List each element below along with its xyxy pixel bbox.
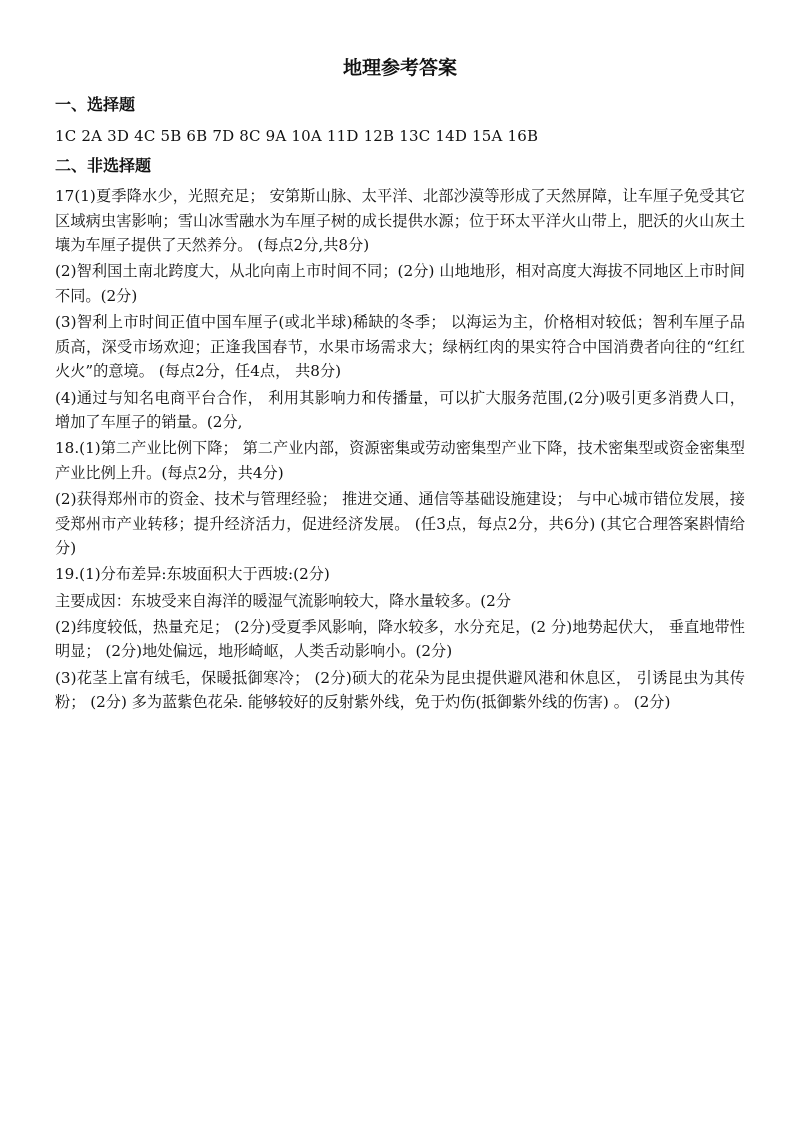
answer-paragraph: (2)纬度较低，热量充足； (2分)受夏季风影响，降水较多，水分充足，(2 分)地势起伏大， 垂直地带性明显； (2分)地处偏远，地形崎岖，人类舌动影响小。(2分) [55,617,745,661]
section-heading-multiple-choice: 一、选择题 [55,95,136,114]
answer-paragraph: 17(1)夏季降水少，光照充足； 安第斯山脉、太平洋、北部沙漠等形成了天然屏障，让车厘子免受其它区域病虫害影响；雪山冰雪融水为车厘子树的成长提供水源；位于环太平洋火山带上，肥沃的火山灰土壤为车厘子提供了天然养分。 (每点2分,共8分) [55,187,745,255]
free-response-answers [55,184,745,715]
answer-paragraph: (3)智利上市时间正值中国车厘子(或北半球)稀缺的冬季； 以海运为主，价格相对较低；智利车厘子品质高，深受市场欢迎；正逢我国春节，水果市场需求大；绿柄红肉的果实符合中国消费者向往的“红红火火”的意境。 (每点2分，任4点， 共8分) [55,313,745,381]
answer-paragraph: 19.(1)分布差异:东坡面积大于西坡:(2分) [55,565,330,584]
answer-paragraph: 主要成因：东坡受来自海洋的暖湿气流影响较大，降水量较多。(2分 [55,591,512,610]
answer-paragraph: (4)通过与知名电商平台合作， 利用其影响力和传播量，可以扩大服务范围,(2分)吸引更多消费人口，增加了车厘子的销量。(2分, [55,388,745,432]
section-heading-free-response: 二、非选择题 [55,156,152,175]
page-title: 地理参考答案 [342,57,457,79]
multiple-choice-answers: 1C 2A 3D 4C 5B 6B 7D 8C 9A 10A 11D 12B 13C 14D 15A 16B [55,127,539,145]
answer-paragraph: (3)花茎上富有绒毛，保暖抵御寒冷； (2分)硕大的花朵为昆虫提供避风港和休息区， 引诱昆虫为其传粉； (2分) 多为蓝紫色花朵. 能够较好的反射紫外线，免于灼伤(抵御紫外线的伤害) 。 (2分) [55,668,745,712]
answer-paragraph: (2)智利国土南北跨度大，从北向南上市时间不同；(2分) 山地地形，相对高度大海拔不同地区上市时间不同。(2分) [55,262,745,305]
answer-paragraph: (2)获得郑州市的资金、技术与管理经验； 推进交通、通信等基础设施建设； 与中心城市错位发展，接受郑州市产业转移；提升经济活力，促进经济发展。 (任3点，每点2分，共6分) (其它合理答案斟情给分) [55,490,745,558]
answer-paragraph: 18.(1)第二产业比例下降； 第二产业内部，资源密集或劳动密集型产业下降，技术密集型或资金密集型产业比例上升。(每点2分，共4分) [55,439,745,482]
